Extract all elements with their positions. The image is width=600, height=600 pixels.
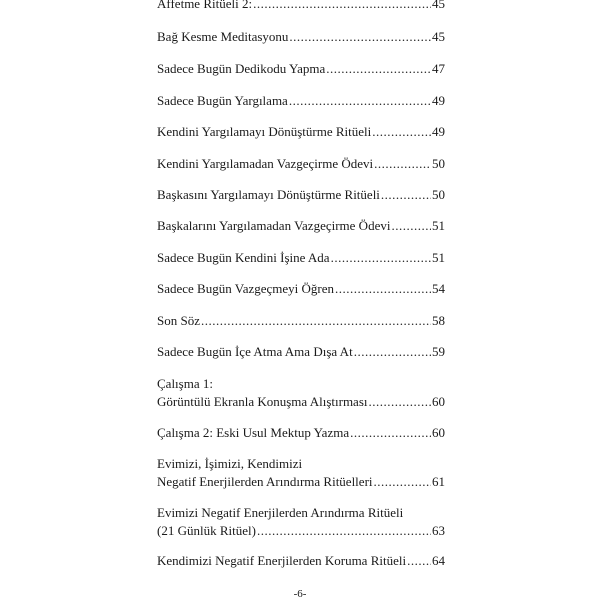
dot-leader [201, 312, 431, 330]
toc-entry [157, 312, 445, 330]
toc-entry-page: 60 [432, 425, 445, 440]
toc-entry-page: 47 [432, 61, 445, 76]
toc-entry [157, 552, 445, 570]
toc-entry-page: 49 [432, 93, 445, 108]
dot-leader [369, 393, 431, 411]
toc-entry [157, 375, 445, 411]
toc-entry-page: 58 [432, 313, 445, 328]
toc-entry-page: 61 [432, 474, 445, 489]
toc-entry-prefix: Çalışma 1: [157, 376, 213, 391]
toc-entry-title: Kendini Yargılamayı Dönüştürme Ritüeli [157, 124, 372, 139]
toc-entry-title: Son Söz [157, 313, 200, 328]
toc-entry [157, 28, 445, 46]
dot-leader [372, 123, 431, 141]
toc-entry [157, 155, 445, 173]
toc-entry-page: 45 [432, 0, 445, 11]
toc-entry [157, 343, 445, 361]
toc-entry [157, 504, 445, 540]
toc-entry-page: 54 [432, 281, 445, 296]
dot-leader [257, 522, 431, 540]
toc-entry [157, 0, 445, 13]
toc-entry [157, 217, 445, 235]
toc-entry [157, 455, 445, 491]
toc-entry-title: Sadece Bugün Dedikodu Yapma [157, 61, 326, 76]
toc-entry-title: Negatif Enerjilerden Arındırma Ritüelleri [157, 474, 373, 489]
toc-entry-page: 45 [432, 29, 445, 44]
dot-leader [391, 217, 431, 235]
toc-entry-prefix: Evimizi, İşimizi, Kendimizi [157, 456, 303, 471]
dot-leader [381, 186, 431, 204]
toc-entry-page: 51 [432, 218, 445, 233]
dot-leader [335, 280, 431, 298]
dot-leader [350, 424, 431, 442]
dot-leader [326, 60, 431, 78]
toc-entry-page: 60 [432, 394, 445, 409]
toc-entry-title: Çalışma 2: Eski Usul Mektup Yazma [157, 425, 350, 440]
dot-leader [374, 473, 431, 491]
page-number-footer: -6- [293, 588, 307, 600]
toc-entry-page: 59 [432, 344, 445, 359]
toc-entry-page: 64 [432, 553, 445, 568]
toc-entry-title: (21 Günlük Ritüel) [157, 523, 256, 538]
toc-entry [157, 249, 445, 267]
toc-entry [157, 424, 445, 442]
toc-entry [157, 123, 445, 141]
toc-entry-page: 51 [432, 250, 445, 265]
toc-entry-page: 63 [432, 523, 445, 538]
toc-entry [157, 186, 445, 204]
toc-entry-title: Sadece Bugün Kendini İşine Ada [157, 250, 330, 265]
toc-entry-page: 50 [432, 187, 445, 202]
dot-leader [407, 552, 431, 570]
toc-entry [157, 280, 445, 298]
dot-leader [354, 343, 431, 361]
toc-entry-title: Sadece Bugün İçe Atma Ama Dışa At [157, 344, 353, 359]
toc-entry-title: Görüntülü Ekranla Konuşma Alıştırması [157, 394, 368, 409]
dot-leader [331, 249, 431, 267]
dot-leader [289, 28, 431, 46]
toc-entry [157, 60, 445, 78]
toc-entry-prefix: Evimizi Negatif Enerjilerden Arındırma Ritüeli [157, 505, 404, 520]
toc-entry-page: 49 [432, 124, 445, 139]
dot-leader [374, 155, 431, 173]
dot-leader [253, 0, 431, 13]
toc-entry-title: Kendimizi Negatif Enerjilerden Koruma Ritüeli [157, 553, 407, 568]
toc-entry [157, 92, 445, 110]
toc-entry-page: 50 [432, 156, 445, 171]
toc-entry-title: Başkasını Yargılamayı Dönüştürme Ritüeli [157, 187, 380, 202]
toc-entry-title: Kendini Yargılamadan Vazgeçirme Ödevi [157, 156, 374, 171]
toc-entry-title: Bağ Kesme Meditasyonu [157, 29, 289, 44]
toc-entry-title: Sadece Bugün Yargılama [157, 93, 288, 108]
toc-entry-title: Affetme Ritüeli 2: [157, 0, 253, 11]
toc-entry-title: Sadece Bugün Vazgeçmeyi Öğren [157, 281, 335, 296]
toc-entry-title: Başkalarını Yargılamadan Vazgeçirme Ödevi [157, 218, 391, 233]
dot-leader [289, 92, 431, 110]
